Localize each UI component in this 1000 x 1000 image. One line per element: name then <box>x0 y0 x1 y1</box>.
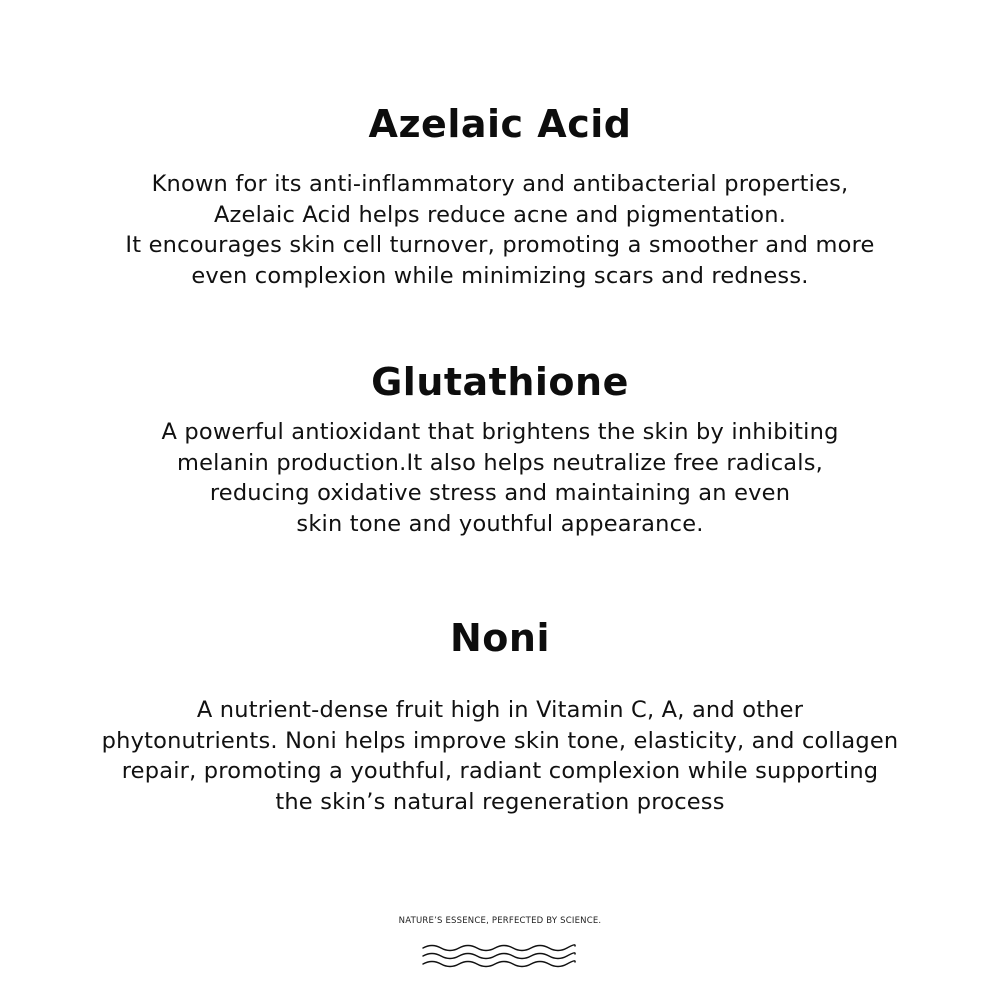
description-line: Azelaic Acid helps reduce acne and pigmentation. <box>213 201 787 228</box>
ingredient-description <box>0 695 1000 817</box>
ingredient-title: Azelaic Acid <box>368 102 632 146</box>
description-line: melanin production.It also helps neutralize free radicals, <box>177 449 823 476</box>
description-line: even complexion while minimizing scars and redness. <box>191 262 809 289</box>
description-line: reducing oxidative stress and maintaining an even <box>209 480 791 506</box>
ingredient-section-glutathione <box>0 359 1000 539</box>
ingredient-description <box>0 169 1000 291</box>
description-line: Known for its anti-inflammatory and antibacterial properties, <box>151 171 849 197</box>
description-line: phytonutrients. Noni helps improve skin tone, elasticity, and collagen <box>101 727 899 754</box>
waves-icon <box>421 940 577 970</box>
description-line: A powerful antioxidant that brightens the skin by inhibiting <box>161 419 839 445</box>
description-line: repair, promoting a youthful, radiant complexion while supporting <box>121 758 879 784</box>
description-line: skin tone and youthful appearance. <box>296 510 704 537</box>
ingredient-title: Glutathione <box>371 360 629 404</box>
description-line: A nutrient-dense fruit high in Vitamin C, A, and other <box>196 697 804 723</box>
ingredient-section-noni <box>0 615 1000 817</box>
ingredient-section-azelaic-acid <box>0 101 1000 291</box>
ingredient-description <box>0 417 1000 539</box>
brand-tagline: NATURE’S ESSENCE, PERFECTED BY SCIENCE. <box>398 916 602 926</box>
description-line: It encourages skin cell turnover, promoting a smoother and more <box>125 232 875 258</box>
ingredient-title: Noni <box>450 616 550 660</box>
description-line: the skin’s natural regeneration process <box>275 788 725 815</box>
